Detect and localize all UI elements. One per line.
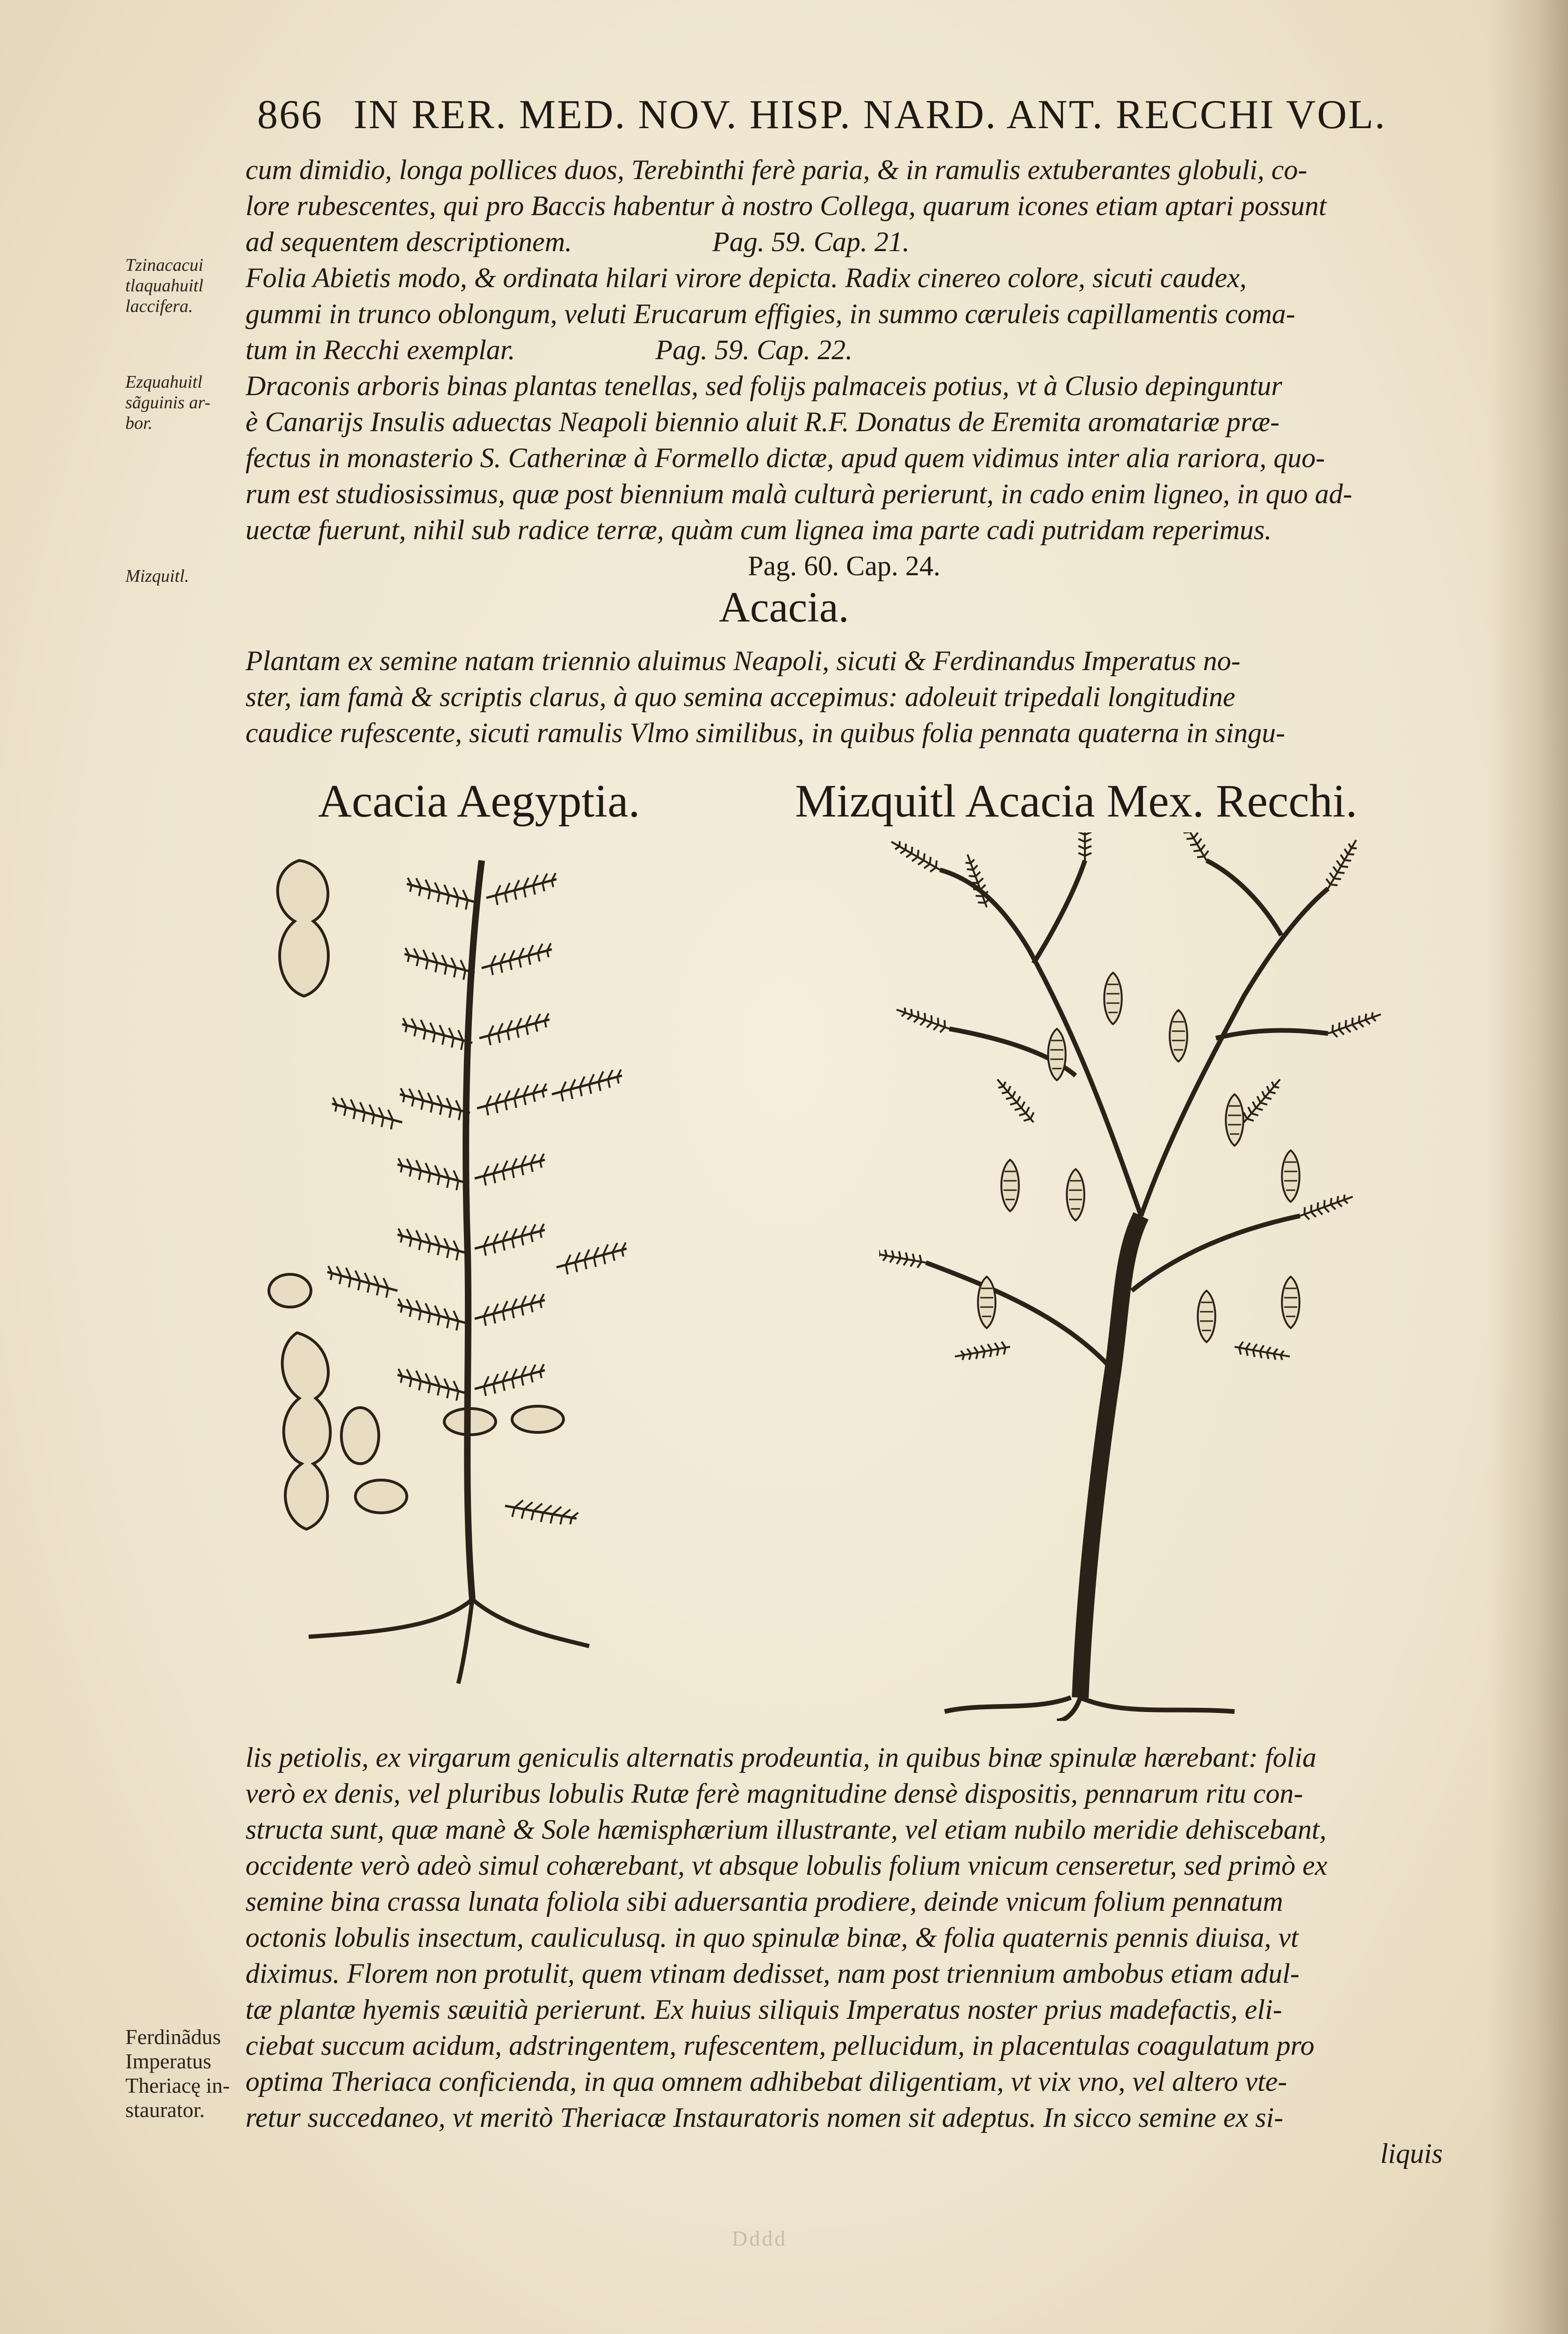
woodcut-mizquitl-acacia (879, 832, 1394, 1721)
upper-text-block (246, 152, 1443, 584)
text-line: rum est studiosissimus, quæ post biennium malà culturà perierunt, in cado enim ligneo, in quo ad- (246, 478, 1352, 509)
catchword: liquis (1380, 2138, 1443, 2169)
text-line: octonis lobulis insectum, cauliculusq. in quo spinulæ binæ, & folia quaternis pennis diuisa, vt (246, 1922, 1299, 1953)
text-line: caudice rufescente, sicuti ramulis Vlmo similibus, in quibus folia pennata quaterna in singu- (246, 717, 1286, 748)
chapter-reference: Pag. 60. Cap. 24. (748, 550, 940, 581)
caption-mizquitl-acacia: Mizquitl Acacia Mex. Recchi. (795, 775, 1358, 827)
text-line: uectæ fuerunt, nihil sub radice terræ, quàm cum lignea ima parte cadi putridam reperimus. (246, 514, 1272, 545)
text-line: lore rubescentes, qui pro Baccis habentur à nostro Collega, quarum icones etiam aptari possunt (246, 190, 1327, 221)
margin-note-tzinacacui: Tzinacacui tlaquahuitl laccifera. (125, 255, 203, 316)
signature-mark: Dddd (732, 2226, 788, 2250)
lower-text-block (246, 1740, 1443, 2172)
text-line: è Canarijs Insulis aduectas Neapoli biennio aluit R.F. Donatus de Eremita aromatariæ præ- (246, 406, 1280, 437)
text-line: verò ex denis, vel pluribus lobulis Rutæ ferè magnitudine densè dispositis, pennarum ritu con- (246, 1778, 1303, 1809)
text-line: structa sunt, quæ manè & Sole hæmisphærium illustrante, vel etiam nubilo meridie dehiscebant, (246, 1814, 1327, 1845)
text-line: fectus in monasterio S. Catherinæ à Formello dictæ, apud quem vidimus inter alia rariora, quo- (246, 442, 1325, 473)
text-line: ster, iam famà & scriptis clarus, à quo semina accepimus: adoleuit tripedali longitudine (246, 681, 1236, 712)
text-line: occidente verò adeò simul cohærebant, vt absque lobulis folium vnicum censeretur, sed primò ex (246, 1850, 1328, 1881)
woodcut-acacia-aegyptia (262, 832, 776, 1721)
text-line: diximus. Florem non protulit, quem vtinam dedisset, nam post triennium ambobus etiam adul- (246, 1958, 1300, 1989)
intro-text-block (246, 643, 1443, 751)
text-line: retur succedaneo, vt meritò Theriacæ Instauratoris nomen sit adeptus. In sicco semine ex si- (246, 2102, 1284, 2133)
text-line: optima Theriaca conficienda, in qua omnem adhibebat diligentiam, vt vix vno, vel altero vte- (246, 2066, 1287, 2097)
text-line: lis petiolis, ex virgarum geniculis alternatis prodeuntia, in quibus binæ spinulæ hærebant: folia (246, 1742, 1316, 1773)
text-line: Draconis arboris binas plantas tenellas, sed folijs palmaceis potius, vt à Clusio depinguntur (246, 370, 1282, 401)
running-head (257, 91, 1440, 138)
text-line: Plantam ex semine natam triennio aluimus Neapoli, sicuti & Ferdinandus Imperatus no- (246, 645, 1241, 676)
text-line: cum dimidio, longa pollices duos, Terebinthi ferè paria, & in ramulis extuberantes globuli, co- (246, 154, 1308, 185)
section-heading: Acacia. (719, 583, 849, 631)
margin-note-ezquahuitl: Ezquahuitl sãguinis ar- bor. (125, 372, 210, 433)
text-line: tæ plantæ hyemis sæuitià perierunt. Ex huius siliquis Imperatus noster prius madefactis, eli- (246, 1994, 1282, 2025)
text-line: semine bina crassa lunata foliola sibi aduersantia prodiere, deinde vnicum folium pennatum (246, 1886, 1283, 1917)
text-line: Folia Abietis modo, & ordinata hilari virore depicta. Radix cinereo colore, sicuti caudex, (246, 262, 1247, 293)
acacia-aegyptia-illustration (262, 832, 776, 1721)
page-edge-shadow (1489, 0, 1568, 2334)
margin-note-ferdinandus: Ferdinãdus Imperatus Theriacę in- staurator. (125, 2025, 230, 2122)
text-line: ciebat succum acidum, adstringentem, rufescentem, pellucidum, in placentulas coagulatum pro (246, 2030, 1315, 2061)
text-line: tum in Recchi exemplar. Pag. 59. Cap. 22. (246, 334, 853, 365)
text-line: ad sequentem descriptionem. Pag. 59. Cap. 21. (246, 226, 910, 257)
margin-note-mizquitl: Mizquitl. (125, 566, 189, 586)
page-number: 866 (257, 92, 323, 137)
mizquitl-illustration (879, 832, 1394, 1721)
caption-acacia-aegyptia: Acacia Aegyptia. (318, 775, 640, 827)
text-line: gummi in trunco oblongum, veluti Erucarum effigies, in summo cæruleis capillamentis coma- (246, 298, 1295, 329)
running-title: IN RER. MED. NOV. HISP. NARD. ANT. RECCHI VOL. (354, 92, 1387, 137)
